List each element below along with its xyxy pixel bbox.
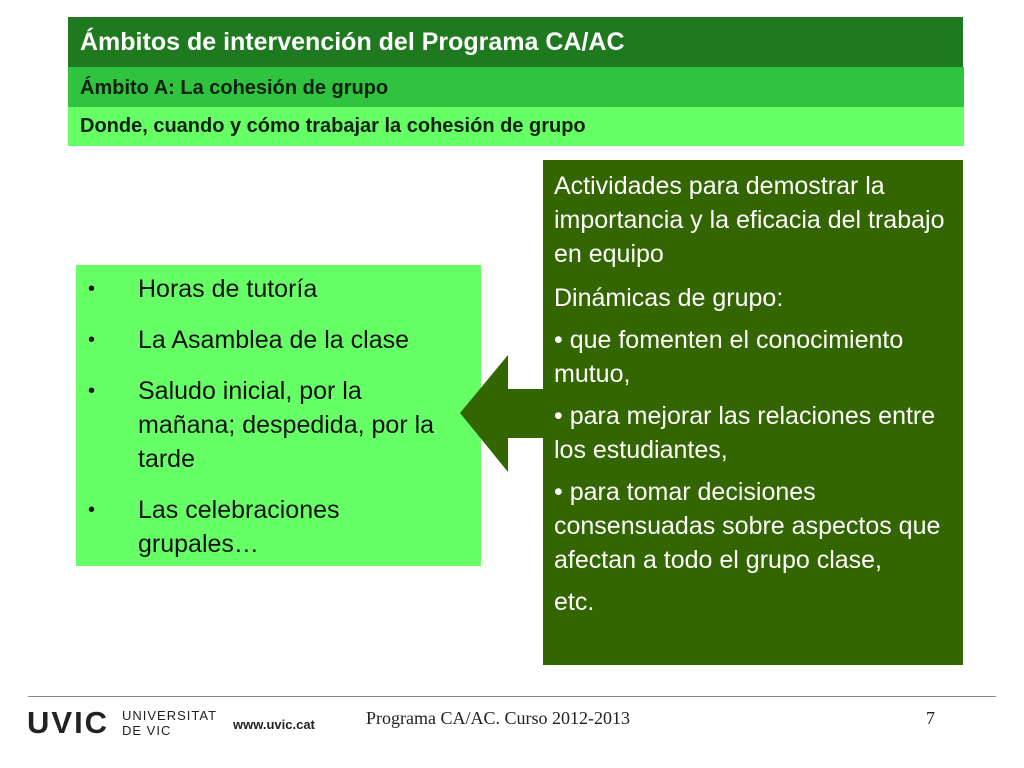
footer-divider [28,696,996,697]
list-item-text: Saludo inicial, por la mañana; despedida, por la tarde [138,377,435,473]
list-item [86,374,463,476]
uvic-logo: UVIC [27,705,110,740]
list-item-text: La Asamblea de la clase [138,326,410,354]
footer-program: Programa CA/AC. Curso 2012-2013 [366,708,630,728]
university-line: DE VIC [122,723,172,738]
dynamics-heading: Dinámicas de grupo: [554,284,784,312]
slide-title: Ámbitos de intervención del Programa CA/AC [68,17,963,67]
website-link[interactable]: www.uvic.cat [233,717,315,732]
activities-intro: Actividades para demostrar la importancia y la eficacia del trabajo en equipo [554,172,945,268]
list-item [86,493,463,561]
bullet-icon: • [88,380,96,402]
list-item-text: Horas de tutoría [138,275,318,303]
slide-subtitle: Ámbito A: La cohesión de grupo [68,67,964,107]
list-item [86,323,463,357]
university-line: UNIVERSITAT [122,708,218,723]
dynamics-point: • para tomar decisiones consensuadas sobre aspectos que afectan a todo el grupo clase, [554,478,941,574]
bullet-icon: • [88,329,96,351]
list-item [86,272,463,306]
page-number: 7 [926,708,935,728]
bullet-icon: • [88,278,96,300]
university-name [122,708,217,738]
dynamics-point: • que fomenten el conocimiento mutuo, [554,326,904,388]
bullet-icon: • [88,499,96,521]
settings-list [86,272,463,561]
dynamics-point: • para mejorar las relaciones entre los estudiantes, [554,402,936,464]
settings-box [76,265,481,566]
etc-text: etc. [554,588,595,616]
slide-subsubtitle: Donde, cuando y cómo trabajar la cohesión de grupo [68,107,964,146]
activities-box [543,160,963,665]
list-item-text: Las celebraciones grupales… [138,496,340,558]
left-arrow-icon [460,355,550,472]
